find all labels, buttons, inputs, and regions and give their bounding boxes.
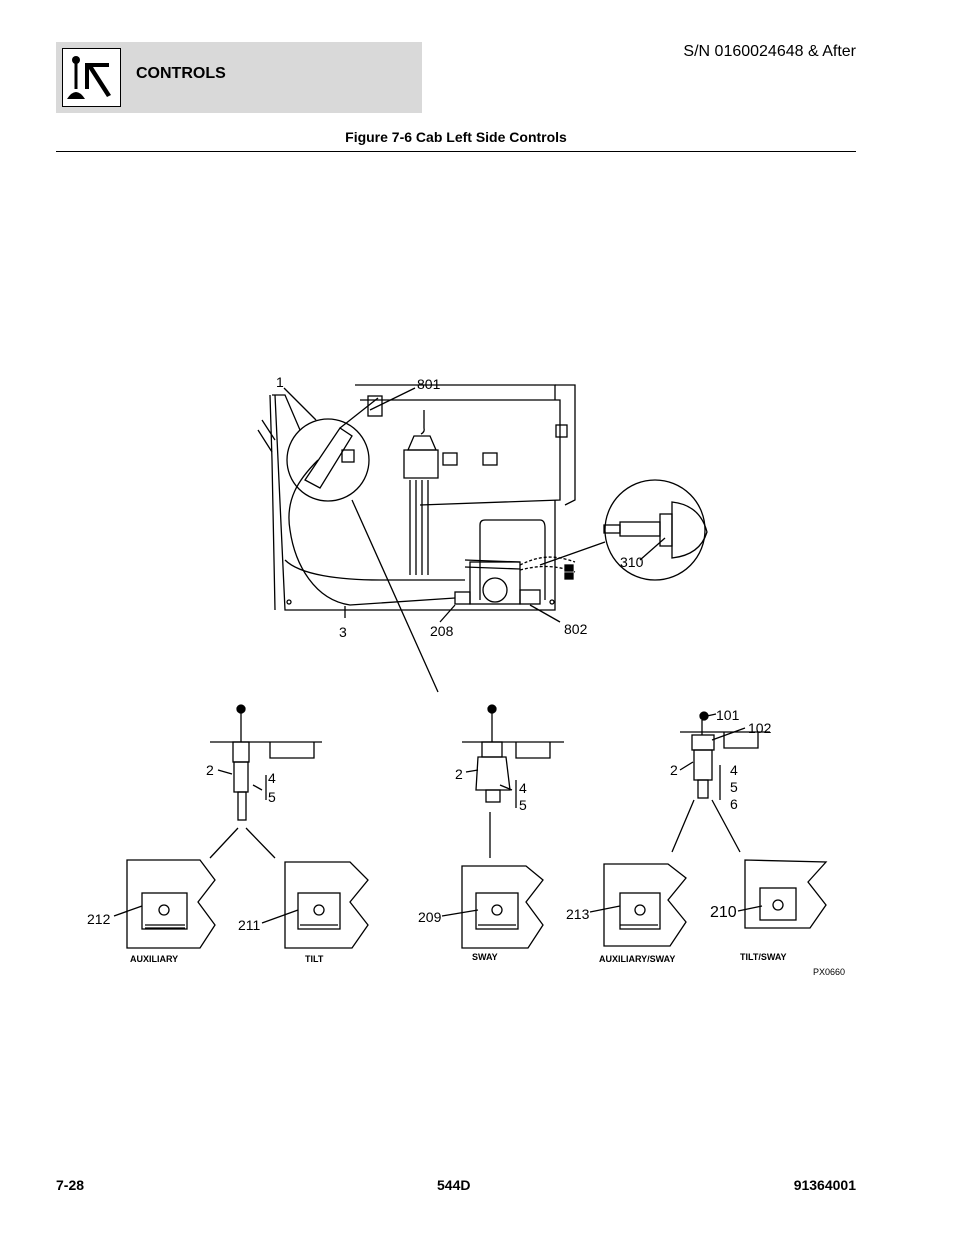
callout-801: 801 — [417, 376, 441, 392]
callout-lever2-5: 5 — [519, 797, 527, 813]
callout-212: 212 — [87, 911, 111, 927]
figure-caption: Figure 7-6 Cab Left Side Controls — [345, 129, 567, 145]
label-auxiliary-sway: AUXILIARY/SWAY — [599, 954, 676, 964]
drawing-id: PX0660 — [813, 967, 846, 977]
label-tilt-sway: TILT/SWAY — [740, 952, 787, 962]
label-sway: SWAY — [472, 952, 498, 962]
callout-802: 802 — [564, 621, 588, 637]
model-number: 544D — [437, 1177, 471, 1193]
label-tilt: TILT — [305, 954, 324, 964]
document-number: 91364001 — [793, 1177, 856, 1193]
section-title: CONTROLS — [136, 65, 226, 82]
callout-101: 101 — [716, 707, 740, 723]
header-divider — [56, 151, 856, 152]
callout-lever1-5: 5 — [268, 789, 276, 805]
callout-210: 210 — [710, 904, 737, 921]
callout-lever2-2: 2 — [455, 766, 463, 782]
callout-1: 1 — [276, 374, 284, 390]
callout-3: 3 — [339, 624, 347, 640]
callout-lever2-4: 4 — [519, 780, 527, 796]
callout-208: 208 — [430, 623, 454, 639]
callout-213: 213 — [566, 906, 590, 922]
callout-lever3-6: 6 — [730, 796, 738, 812]
serial-number: S/N 0160024648 & After — [683, 43, 856, 60]
label-auxiliary: AUXILIARY — [130, 954, 179, 964]
callout-lever3-5: 5 — [730, 779, 738, 795]
callout-lever1-4: 4 — [268, 770, 276, 786]
lift-controls-icon — [62, 48, 121, 107]
callout-lever3-4: 4 — [730, 762, 738, 778]
callout-209: 209 — [418, 909, 442, 925]
controls-diagram — [0, 360, 954, 1000]
callout-lever3-2: 2 — [670, 762, 678, 778]
callout-211: 211 — [238, 917, 261, 933]
callout-102: 102 — [748, 720, 772, 736]
page-number: 7-28 — [56, 1177, 85, 1193]
callout-310: 310 — [620, 554, 644, 570]
callout-lever1-2: 2 — [206, 762, 214, 778]
